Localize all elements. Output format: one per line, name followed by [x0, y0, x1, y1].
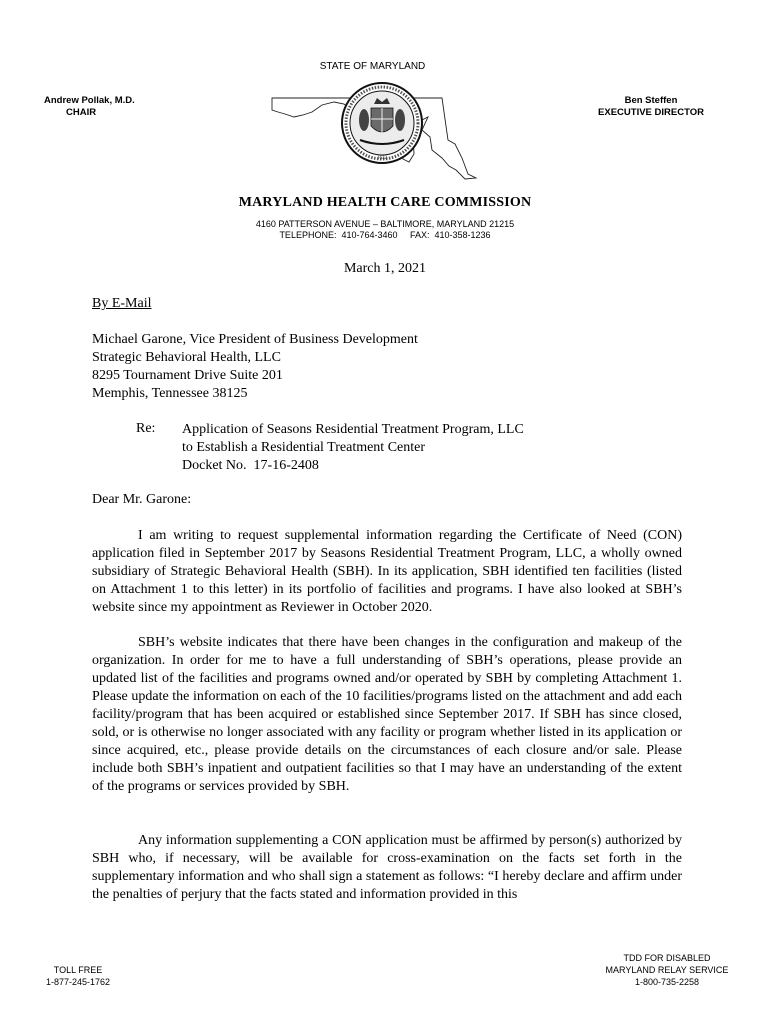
paragraph-text: I am writing to request supplemental information regarding the Certificate of Need (CON) application filed in September 2017 by Seasons Residential Treatment Program, LLC, a wholly owned subsidiary of Strategic Behavioral Health (SBH). In its application, SBH identified ten facilities (listed on Attachment 1 to this letter) in its portfolio of facilities and programs. I have also looked at SBH’s website since my appointment as Reviewer in October 2020. — [92, 528, 682, 615]
director-name: Ben Steffen — [624, 95, 678, 106]
address-line: 4160 PATTERSON AVENUE – BALTIMORE, MARYLAND 21215 — [255, 219, 515, 229]
recipient-address — [92, 331, 418, 403]
body-paragraph — [92, 527, 682, 617]
footer-label: TOLL FREE — [53, 965, 103, 975]
footer-phone: 1-877-245-1762 — [45, 977, 111, 987]
re-line: Docket No. 17-16-2408 — [182, 458, 319, 473]
recipient-line: Strategic Behavioral Health, LLC — [92, 350, 281, 365]
chair-name: Andrew Pollak, M.D. — [44, 95, 135, 106]
director-title: EXECUTIVE DIRECTOR — [598, 107, 704, 118]
footer-relay — [590, 952, 744, 988]
salutation: Dear Mr. Garone: — [92, 492, 192, 507]
footer-label: MARYLAND RELAY SERVICE — [605, 965, 729, 975]
letter-date: March 1, 2021 — [343, 261, 427, 276]
seal-left-supporter — [359, 109, 369, 131]
re-label: Re: — [136, 421, 156, 436]
delivery-method: By E-Mail — [92, 296, 152, 311]
paragraph-text: SBH’s website indicates that there have been changes in the configuration and makeup of the organization. In order for me to have a full understanding of SBH’s operations, please provide an updated list of the facilities and programs owned and/or operated by SBH by completing Attachment 1. Please update the information on each of the 10 facilities/programs listed on the attachment and add each facility/program that has been acquired or established since September 2017. If SBH has since closed, sold, or is otherwise no longer associated with any facility or program whether listed in its application or since acquired, etc., please provide details on the circumstances of each closure and/or sale. Please include both SBH’s inpatient and outpatient facilities so that I may have an understanding of the extent of the programs or services provided by SBH. — [92, 635, 682, 794]
re-subject — [182, 421, 524, 475]
footer-label: TDD FOR DISABLED — [623, 953, 711, 963]
seal-year: 1632 — [377, 156, 387, 161]
phone-line: TELEPHONE: 410-764-3460 FAX: 410-358-1236 — [279, 230, 491, 240]
director-block — [580, 95, 722, 119]
commission-name: MARYLAND HEALTH CARE COMMISSION — [238, 195, 532, 210]
body-paragraph — [92, 634, 682, 796]
maryland-map-outline — [270, 74, 480, 182]
state-title: STATE OF MARYLAND — [319, 61, 426, 72]
recipient-line: Memphis, Tennessee 38125 — [92, 386, 248, 401]
footer-phone: 1-800-735-2258 — [634, 977, 700, 987]
chair-block — [44, 95, 154, 119]
recipient-line: Michael Garone, Vice President of Business Development — [92, 332, 418, 347]
commission-address — [0, 219, 770, 241]
recipient-line: 8295 Tournament Drive Suite 201 — [92, 368, 283, 383]
seal-right-supporter — [395, 109, 405, 131]
maryland-seal — [342, 83, 422, 163]
body-paragraph — [92, 832, 682, 904]
footer-toll-free — [36, 964, 120, 988]
chair-title: CHAIR — [66, 107, 97, 118]
paragraph-text: Any information supplementing a CON application must be affirmed by person(s) authorized by SBH who, if necessary, will be available for cross-examination on the facts set forth in the supplementary information and who shall sign a statement as follows: “I hereby declare and affirm under the penalties of perjury that the facts stated and information provided in this — [92, 833, 682, 902]
re-line: to Establish a Residential Treatment Center — [182, 440, 426, 455]
re-line: Application of Seasons Residential Treatment Program, LLC — [182, 422, 524, 437]
